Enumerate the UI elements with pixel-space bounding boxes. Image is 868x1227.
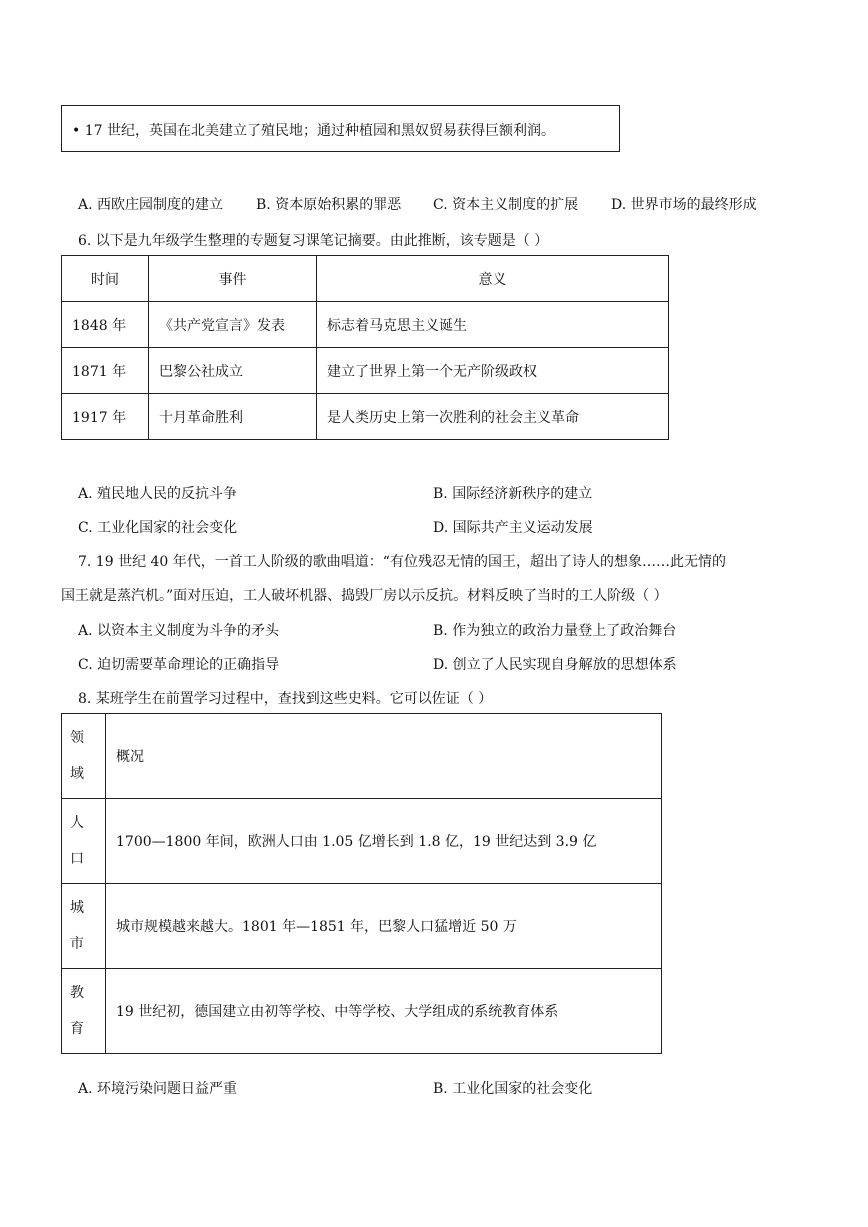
table-row bbox=[62, 348, 669, 394]
q7-option-c[interactable]: C. 迫切需要革命理论的正确指导 bbox=[78, 657, 280, 673]
header-time: 时间 bbox=[62, 256, 149, 302]
row-time: 1848 年 bbox=[62, 302, 149, 348]
header-overview: 概况 bbox=[106, 714, 662, 799]
q7-option-a[interactable]: A. 以资本主义制度为斗争的矛头 bbox=[78, 623, 280, 639]
q7-stem-line1: 7. 19 世纪 40 年代，一首工人阶级的歌曲唱道：“有位残忍无情的国王，超出了诗人的想象……此无情的 bbox=[78, 554, 726, 570]
row-overview: 城市规模越来越大。1801 年—1851 年，巴黎人口猛增近 50 万 bbox=[106, 884, 662, 969]
row-time: 1871 年 bbox=[62, 348, 149, 394]
table-header-row bbox=[62, 256, 669, 302]
q6-stem: 6. 以下是九年级学生整理的专题复习课笔记摘要。由此推断，该专题是（ ） bbox=[78, 233, 549, 249]
row-field bbox=[62, 969, 106, 1054]
row-overview: 19 世纪初，德国建立由初等学校、中等学校、大学组成的系统教育体系 bbox=[106, 969, 662, 1054]
q6-option-c[interactable]: C. 工业化国家的社会变化 bbox=[78, 520, 238, 536]
header-field-text: 领域 bbox=[70, 730, 84, 782]
q5-option-d[interactable]: D. 世界市场的最终形成 bbox=[611, 197, 757, 213]
table-row bbox=[62, 969, 662, 1054]
header-event: 事件 bbox=[149, 256, 317, 302]
q8-table bbox=[61, 713, 662, 1054]
table-row bbox=[62, 302, 669, 348]
table-row bbox=[62, 884, 662, 969]
row-overview: 1700—1800 年间，欧洲人口由 1.05 亿增长到 1.8 亿，19 世纪达到 3.9 亿 bbox=[106, 799, 662, 884]
row-field-text: 人口 bbox=[70, 815, 84, 867]
q6-option-a[interactable]: A. 殖民地人民的反抗斗争 bbox=[78, 486, 238, 502]
q7-option-d[interactable]: D. 创立了人民实现自身解放的思想体系 bbox=[433, 657, 677, 673]
table-row bbox=[62, 799, 662, 884]
row-field bbox=[62, 884, 106, 969]
material-box bbox=[61, 105, 620, 152]
row-event: 巴黎公社成立 bbox=[149, 348, 317, 394]
q8-option-a[interactable]: A. 环境污染问题日益严重 bbox=[78, 1081, 238, 1097]
row-meaning: 建立了世界上第一个无产阶级政权 bbox=[317, 348, 669, 394]
q8-stem: 8. 某班学生在前置学习过程中，查找到这些史料。它可以佐证（ ） bbox=[78, 691, 493, 707]
q7-stem-line2: 国王就是蒸汽机。”面对压迫，工人破坏机器、捣毁厂房以示反抗。材料反映了当时的工人阶级（ ） bbox=[61, 588, 668, 604]
header-meaning: 意义 bbox=[317, 256, 669, 302]
row-event: 《共产党宣言》发表 bbox=[149, 302, 317, 348]
q6-option-b[interactable]: B. 国际经济新秩序的建立 bbox=[433, 486, 593, 502]
q7-option-b[interactable]: B. 作为独立的政治力量登上了政治舞台 bbox=[433, 623, 677, 639]
header-field bbox=[62, 714, 106, 799]
q5-option-c[interactable]: C. 资本主义制度的扩展 bbox=[433, 197, 579, 213]
row-meaning: 是人类历史上第一次胜利的社会主义革命 bbox=[317, 394, 669, 440]
q6-option-d[interactable]: D. 国际共产主义运动发展 bbox=[433, 520, 593, 536]
q5-option-a[interactable]: A. 西欧庄园制度的建立 bbox=[78, 197, 224, 213]
q8-option-b[interactable]: B. 工业化国家的社会变化 bbox=[433, 1081, 593, 1097]
q6-table bbox=[61, 255, 669, 440]
q5-option-b[interactable]: B. 资本原始积累的罪恶 bbox=[256, 197, 402, 213]
row-event: 十月革命胜利 bbox=[149, 394, 317, 440]
row-field bbox=[62, 799, 106, 884]
row-field-text: 城市 bbox=[70, 900, 84, 952]
table-row bbox=[62, 394, 669, 440]
row-meaning: 标志着马克思主义诞生 bbox=[317, 302, 669, 348]
row-time: 1917 年 bbox=[62, 394, 149, 440]
material-text: • 17 世纪，英国在北美建立了殖民地；通过种植园和黑奴贸易获得巨额利润。 bbox=[72, 123, 555, 139]
row-field-text: 教育 bbox=[70, 985, 84, 1037]
table-header-row bbox=[62, 714, 662, 799]
